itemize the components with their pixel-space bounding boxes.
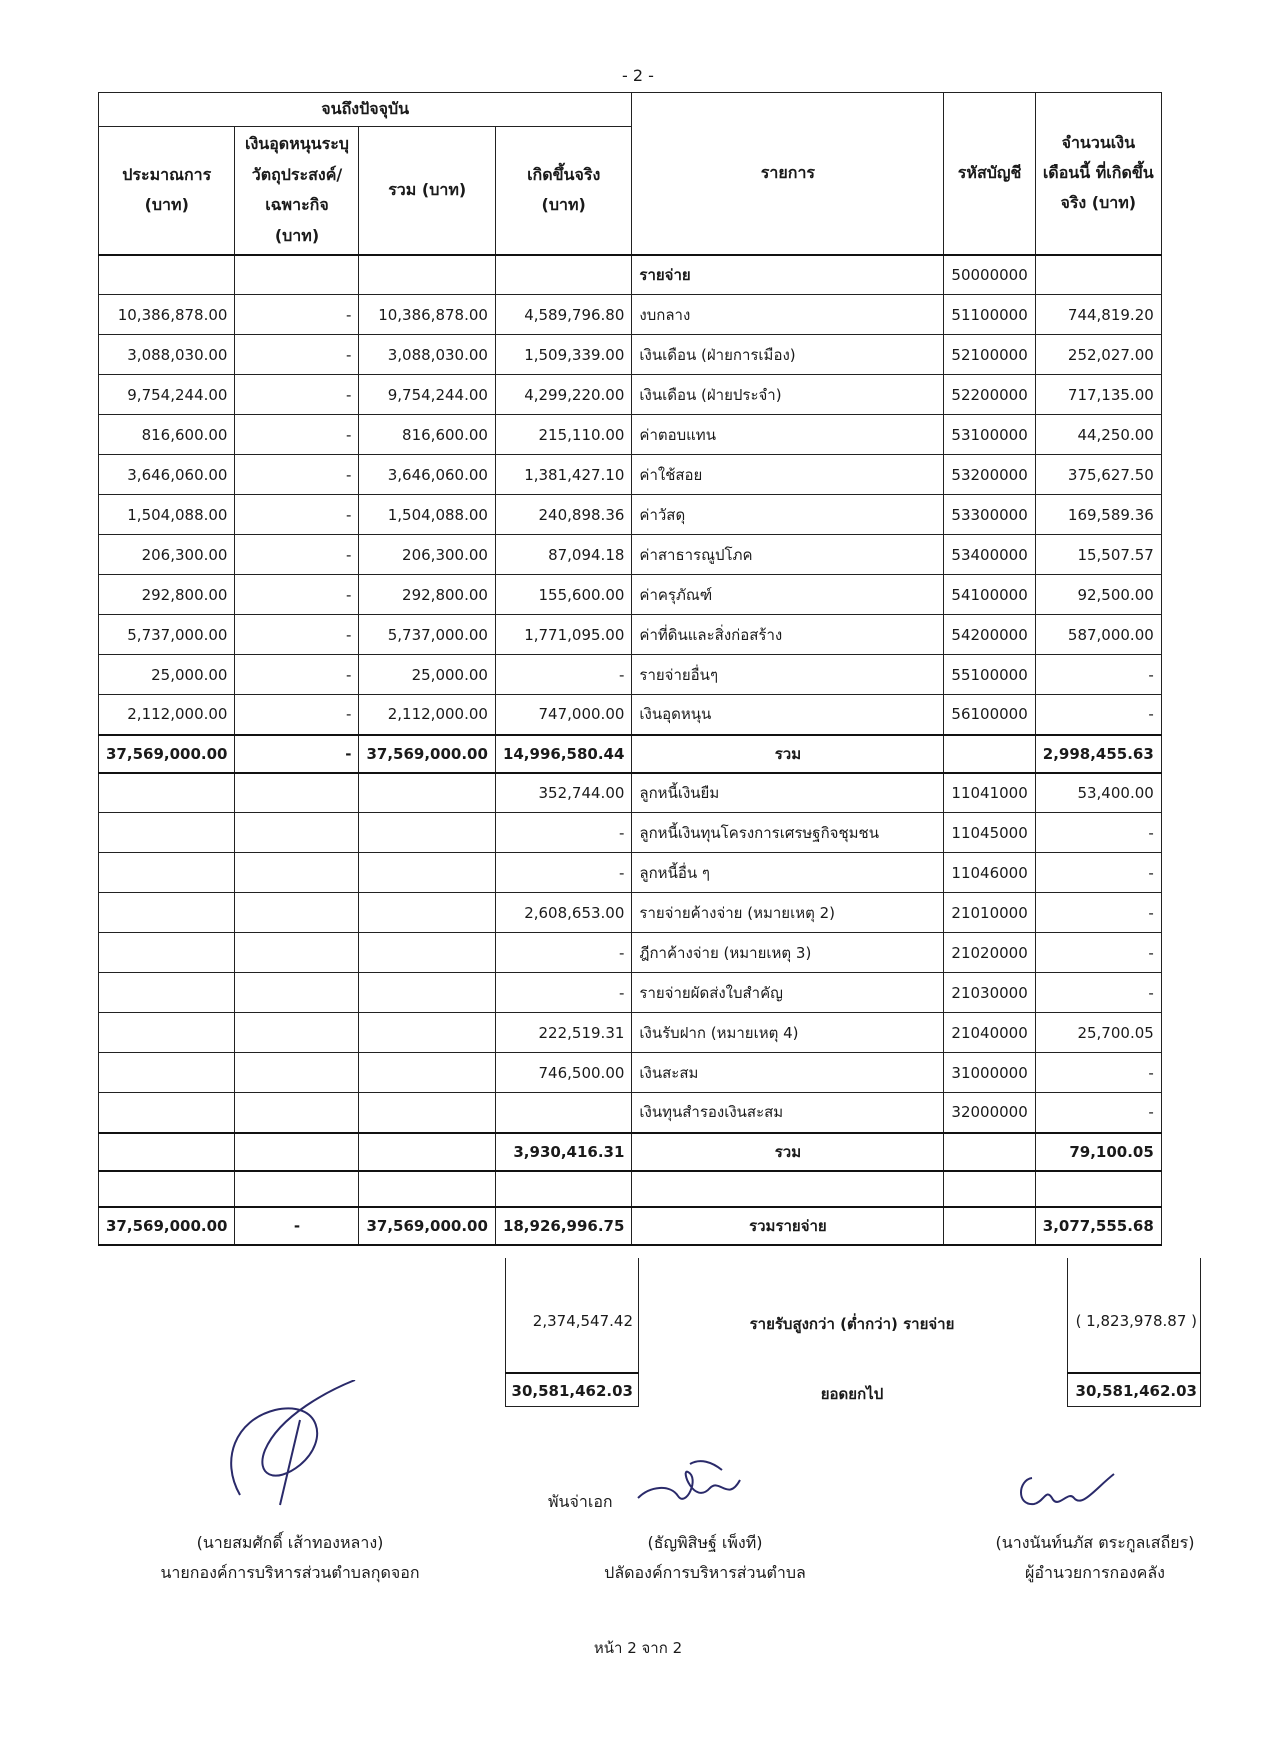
actual-cell bbox=[495, 1093, 631, 1133]
table-row bbox=[99, 893, 1162, 933]
grand-budget-cell: 37,569,000.00 bbox=[99, 1207, 235, 1245]
item-cell: เงินสะสม bbox=[632, 1053, 944, 1093]
month-cell: 169,589.36 bbox=[1035, 495, 1161, 535]
carry-forward-actual: 30,581,462.03 bbox=[511, 1382, 633, 1400]
code-cell: 11041000 bbox=[944, 773, 1035, 813]
subsidy-cell: - bbox=[235, 575, 359, 615]
budget-cell: 9,754,244.00 bbox=[99, 375, 235, 415]
item-cell: ค่าวัสดุ bbox=[632, 495, 944, 535]
table-row bbox=[99, 773, 1162, 813]
carry-forward-rule-right bbox=[1067, 1372, 1201, 1374]
expense-heading-label: รายจ่าย bbox=[632, 255, 944, 295]
item-cell: เงินทุนสำรองเงินสะสม bbox=[632, 1093, 944, 1133]
signer-name: (ธัญพิสิษฐ์ เพ็งที) bbox=[647, 1533, 763, 1552]
surplus-label: รายรับสูงกว่า (ต่ำกว่า) รายจ่าย bbox=[749, 1315, 955, 1333]
item-cell: ค่าครุภัณฑ์ bbox=[632, 575, 944, 615]
actual-cell: 747,000.00 bbox=[495, 695, 631, 735]
actual-cell: 240,898.36 bbox=[495, 495, 631, 535]
actual-cell: 155,600.00 bbox=[495, 575, 631, 615]
col-header-month: จำนวนเงิน เดือนนี้ ที่เกิดขึ้นจริง (บาท) bbox=[1035, 93, 1161, 255]
table-row bbox=[99, 455, 1162, 495]
signature-block-mayor bbox=[110, 1528, 470, 1588]
total-cell: 10,386,878.00 bbox=[359, 295, 495, 335]
code-cell: 56100000 bbox=[944, 695, 1035, 735]
grand-actual-cell: 18,926,996.75 bbox=[495, 1207, 631, 1245]
code-cell: 53100000 bbox=[944, 415, 1035, 455]
expense-total-row bbox=[99, 735, 1162, 773]
item-cell: รายจ่ายผัดส่งใบสำคัญ bbox=[632, 973, 944, 1013]
actual-cell: 1,771,095.00 bbox=[495, 615, 631, 655]
subsidy-cell: - bbox=[235, 655, 359, 695]
code-cell: 54200000 bbox=[944, 615, 1035, 655]
page-number: - 2 - bbox=[622, 66, 654, 85]
table-row bbox=[99, 973, 1162, 1013]
total-cell: 2,112,000.00 bbox=[359, 695, 495, 735]
total-cell: 292,800.00 bbox=[359, 575, 495, 615]
month-cell: 587,000.00 bbox=[1035, 615, 1161, 655]
signer-title: ปลัดองค์การบริหารส่วนตำบล bbox=[604, 1563, 806, 1582]
carry-forward-rule-left bbox=[505, 1372, 639, 1374]
item-cell: ค่าที่ดินและสิ่งก่อสร้าง bbox=[632, 615, 944, 655]
month-cell: - bbox=[1035, 853, 1161, 893]
month-cell: 25,700.05 bbox=[1035, 1013, 1161, 1053]
code-cell: 54100000 bbox=[944, 575, 1035, 615]
table-row bbox=[99, 335, 1162, 375]
month-cell: 717,135.00 bbox=[1035, 375, 1161, 415]
actual-cell: 4,299,220.00 bbox=[495, 375, 631, 415]
budget-cell: 5,737,000.00 bbox=[99, 615, 235, 655]
month-cell: - bbox=[1035, 893, 1161, 933]
actual-cell: 1,509,339.00 bbox=[495, 335, 631, 375]
actual-cell: - bbox=[495, 655, 631, 695]
month-cell: - bbox=[1035, 813, 1161, 853]
signer-title: นายกองค์การบริหารส่วนตำบลกุดจอก bbox=[160, 1563, 420, 1582]
budget-cell: 3,088,030.00 bbox=[99, 335, 235, 375]
table-row bbox=[99, 415, 1162, 455]
surplus-month: ( 1,823,978.87 ) bbox=[1075, 1312, 1197, 1330]
actual-cell: - bbox=[495, 933, 631, 973]
table-row bbox=[99, 695, 1162, 735]
actual-cell: 87,094.18 bbox=[495, 535, 631, 575]
actual-cell: - bbox=[495, 973, 631, 1013]
signature-mark-2 bbox=[630, 1458, 750, 1518]
table-row bbox=[99, 375, 1162, 415]
code-cell: 11046000 bbox=[944, 853, 1035, 893]
group-header: จนถึงปัจจุบัน bbox=[99, 93, 632, 127]
item-cell: เงินเดือน (ฝ่ายการเมือง) bbox=[632, 335, 944, 375]
code-cell: 53400000 bbox=[944, 535, 1035, 575]
total-cell: 3,088,030.00 bbox=[359, 335, 495, 375]
table-row bbox=[99, 813, 1162, 853]
total-label: รวม bbox=[632, 735, 944, 773]
surplus-actual: 2,374,547.42 bbox=[532, 1312, 633, 1330]
signature-mark-1 bbox=[180, 1380, 380, 1510]
total-actual-cell: 14,996,580.44 bbox=[495, 735, 631, 773]
item-cell: เงินรับฝาก (หมายเหตุ 4) bbox=[632, 1013, 944, 1053]
month-cell: 375,627.50 bbox=[1035, 455, 1161, 495]
month-cell: - bbox=[1035, 1093, 1161, 1133]
code-cell: 52200000 bbox=[944, 375, 1035, 415]
code-cell: 51100000 bbox=[944, 295, 1035, 335]
item-cell: ลูกหนี้เงินยืม bbox=[632, 773, 944, 813]
code-cell: 32000000 bbox=[944, 1093, 1035, 1133]
total-subsidy-cell: - bbox=[235, 735, 359, 773]
item-cell: งบกลาง bbox=[632, 295, 944, 335]
month-cell: - bbox=[1035, 1053, 1161, 1093]
spacer-row bbox=[99, 1171, 1162, 1207]
col-header-actual: เกิดขึ้นจริง (บาท) bbox=[495, 127, 631, 255]
item-cell: ค่าสาธารณูปโภค bbox=[632, 535, 944, 575]
month-cell: 92,500.00 bbox=[1035, 575, 1161, 615]
table-row bbox=[99, 575, 1162, 615]
col-header-subsidy: เงินอุดหนุนระบุวัตถุประสงค์/ เฉพาะกิจ (บาท) bbox=[235, 127, 359, 255]
signer-name: (นางนันท์นภัส ตระกูลเสถียร) bbox=[995, 1533, 1195, 1552]
actual-cell: 4,589,796.80 bbox=[495, 295, 631, 335]
total-cell: 1,504,088.00 bbox=[359, 495, 495, 535]
table-row bbox=[99, 853, 1162, 893]
actual-cell: 222,519.31 bbox=[495, 1013, 631, 1053]
item-cell: เงินอุดหนุน bbox=[632, 695, 944, 735]
subsidy-cell: - bbox=[235, 455, 359, 495]
actual-cell: 1,381,427.10 bbox=[495, 455, 631, 495]
other-total-month-cell: 79,100.05 bbox=[1035, 1133, 1161, 1171]
signature-block-finance bbox=[935, 1528, 1255, 1588]
carry-forward-label: ยอดยกไป bbox=[820, 1385, 884, 1403]
grand-total-cell: 37,569,000.00 bbox=[359, 1207, 495, 1245]
table-row bbox=[99, 1013, 1162, 1053]
table-row bbox=[99, 295, 1162, 335]
total-total-cell: 37,569,000.00 bbox=[359, 735, 495, 773]
signer-prefix: พันจ่าเอก bbox=[548, 1492, 613, 1511]
total-cell: 206,300.00 bbox=[359, 535, 495, 575]
month-cell: 15,507.57 bbox=[1035, 535, 1161, 575]
subsidy-cell: - bbox=[235, 295, 359, 335]
signer-title: ผู้อำนวยการกองคลัง bbox=[1025, 1563, 1165, 1582]
other-total-row bbox=[99, 1133, 1162, 1171]
total-cell: 5,737,000.00 bbox=[359, 615, 495, 655]
other-total-actual-cell: 3,930,416.31 bbox=[495, 1133, 631, 1171]
month-cell: - bbox=[1035, 933, 1161, 973]
code-cell: 31000000 bbox=[944, 1053, 1035, 1093]
total-budget-cell: 37,569,000.00 bbox=[99, 735, 235, 773]
actual-cell: 352,744.00 bbox=[495, 773, 631, 813]
budget-cell: 10,386,878.00 bbox=[99, 295, 235, 335]
col-header-budget: ประมาณการ (บาท) bbox=[99, 127, 235, 255]
page-footer: หน้า 2 จาก 2 bbox=[593, 1639, 683, 1657]
budget-cell: 25,000.00 bbox=[99, 655, 235, 695]
table-row bbox=[99, 495, 1162, 535]
carry-forward-month: 30,581,462.03 bbox=[1075, 1382, 1197, 1400]
actual-cell: - bbox=[495, 853, 631, 893]
code-cell: 21040000 bbox=[944, 1013, 1035, 1053]
subsidy-cell: - bbox=[235, 415, 359, 455]
grand-total-label: รวมรายจ่าย bbox=[632, 1207, 944, 1245]
table-row bbox=[99, 1093, 1162, 1133]
subsidy-cell: - bbox=[235, 695, 359, 735]
actual-cell: 2,608,653.00 bbox=[495, 893, 631, 933]
month-cell: 44,250.00 bbox=[1035, 415, 1161, 455]
budget-cell: 1,504,088.00 bbox=[99, 495, 235, 535]
code-cell: 21020000 bbox=[944, 933, 1035, 973]
other-total-label: รวม bbox=[632, 1133, 944, 1171]
budget-cell: 206,300.00 bbox=[99, 535, 235, 575]
month-cell: - bbox=[1035, 973, 1161, 1013]
budget-cell: 2,112,000.00 bbox=[99, 695, 235, 735]
total-cell: 9,754,244.00 bbox=[359, 375, 495, 415]
code-cell: 53300000 bbox=[944, 495, 1035, 535]
budget-cell: 292,800.00 bbox=[99, 575, 235, 615]
item-cell: เงินเดือน (ฝ่ายประจำ) bbox=[632, 375, 944, 415]
item-cell: ค่าใช้สอย bbox=[632, 455, 944, 495]
signature-block-clerk bbox=[525, 1528, 885, 1588]
month-cell: - bbox=[1035, 695, 1161, 735]
expense-heading-row bbox=[99, 255, 1162, 295]
expense-heading-code: 50000000 bbox=[944, 255, 1035, 295]
subsidy-cell: - bbox=[235, 615, 359, 655]
total-cell: 3,646,060.00 bbox=[359, 455, 495, 495]
col-header-total: รวม (บาท) bbox=[359, 127, 495, 255]
month-cell: 744,819.20 bbox=[1035, 295, 1161, 335]
signer-name: (นายสมศักดิ์ เส้าทองหลาง) bbox=[196, 1533, 384, 1552]
table-row bbox=[99, 1053, 1162, 1093]
item-cell: รายจ่ายค้างจ่าย (หมายเหตุ 2) bbox=[632, 893, 944, 933]
col-header-item: รายการ bbox=[632, 93, 944, 255]
table-row bbox=[99, 615, 1162, 655]
code-cell: 55100000 bbox=[944, 655, 1035, 695]
month-cell: 53,400.00 bbox=[1035, 773, 1161, 813]
subsidy-cell: - bbox=[235, 375, 359, 415]
budget-cell: 3,646,060.00 bbox=[99, 455, 235, 495]
actual-cell: 215,110.00 bbox=[495, 415, 631, 455]
expense-table bbox=[98, 92, 1162, 1246]
code-cell: 21010000 bbox=[944, 893, 1035, 933]
actual-cell: 746,500.00 bbox=[495, 1053, 631, 1093]
code-cell: 21030000 bbox=[944, 973, 1035, 1013]
actual-cell: - bbox=[495, 813, 631, 853]
grand-subsidy-cell: - bbox=[235, 1207, 359, 1245]
grand-total-row bbox=[99, 1207, 1162, 1245]
table-row bbox=[99, 535, 1162, 575]
item-cell: ลูกหนี้อื่น ๆ bbox=[632, 853, 944, 893]
total-month-cell: 2,998,455.63 bbox=[1035, 735, 1161, 773]
item-cell: ฎีกาค้างจ่าย (หมายเหตุ 3) bbox=[632, 933, 944, 973]
code-cell: 52100000 bbox=[944, 335, 1035, 375]
subsidy-cell: - bbox=[235, 535, 359, 575]
month-cell: - bbox=[1035, 655, 1161, 695]
col-header-code: รหัสบัญชี bbox=[944, 93, 1035, 255]
total-cell: 25,000.00 bbox=[359, 655, 495, 695]
total-cell: 816,600.00 bbox=[359, 415, 495, 455]
item-cell: รายจ่ายอื่นๆ bbox=[632, 655, 944, 695]
subsidy-cell: - bbox=[235, 495, 359, 535]
item-cell: ลูกหนี้เงินทุนโครงการเศรษฐกิจชุมชน bbox=[632, 813, 944, 853]
item-cell: ค่าตอบแทน bbox=[632, 415, 944, 455]
month-cell: 252,027.00 bbox=[1035, 335, 1161, 375]
subsidy-cell: - bbox=[235, 335, 359, 375]
code-cell: 11045000 bbox=[944, 813, 1035, 853]
budget-cell: 816,600.00 bbox=[99, 415, 235, 455]
signature-mark-3 bbox=[1010, 1468, 1120, 1518]
table-row bbox=[99, 655, 1162, 695]
table-row bbox=[99, 933, 1162, 973]
code-cell: 53200000 bbox=[944, 455, 1035, 495]
grand-month-cell: 3,077,555.68 bbox=[1035, 1207, 1161, 1245]
